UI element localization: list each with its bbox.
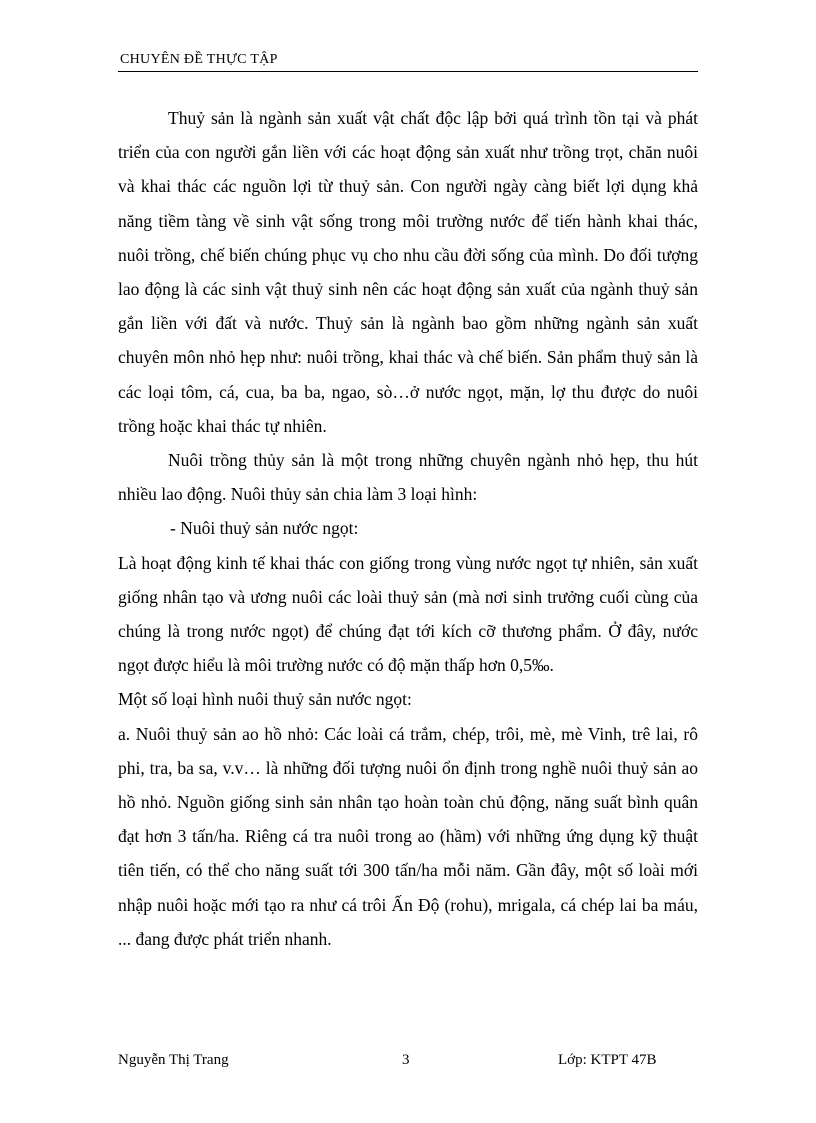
list-heading-freshwater: - Nuôi thuỷ sản nước ngọt: [170,518,359,539]
paragraph-freshwater-types: Một số loại hình nuôi thuỷ sản nước ngọt: [118,689,412,710]
footer-page-number: 3 [402,1052,410,1068]
footer-class: Lớp: KTPT 47B [558,1052,657,1068]
paragraph-freshwater-definition: Là hoạt động kinh tế khai thác con giống trong vùng nước ngọt tự nhiên, sản xuất giống nhân tạo và ương nuôi các loài thuỷ sản (mà nơi sinh trưởng cuối cùng của chúng là trong nước ngọt) để chúng đạt tới kích cỡ thương phẩm. Ở đây, nước ngọt được hiểu là môi trường nước có độ mặn thấp hơn 0,5‰. [118,552,698,676]
paragraph-small-ponds: a. Nuôi thuỷ sản ao hồ nhỏ: Các loài cá trắm, chép, trôi, mè, mè Vinh, trê lai, rô phi, tra, ba sa, v.v… là những đối tượng nuôi ổn định trong nghề nuôi thuỷ sản ao hồ nhỏ. Nguồn giống sinh sản nhân tạo hoàn toàn chủ động, năng suất bình quân đạt hơn 3 tấn/ha. Riêng cá tra nuôi trong ao (hầm) với những ứng dụng kỹ thuật tiên tiến, có thể cho năng suất tới 300 tấn/ha mỗi năm. Gần đây, một số loài mới nhập nuôi hoặc mới tạo ra như cá trôi Ấn Độ (rohu), mrigala, cá chép lai ba máu, ... đang được phát triển nhanh. [118,723,698,949]
header-divider [118,71,698,72]
paragraph-aquaculture: Nuôi trồng thủy sản là một trong những chuyên ngành nhỏ hẹp, thu hút nhiều lao động. Nuôi thủy sản chia làm 3 loại hình: [118,450,698,505]
page-header-title: CHUYÊN ĐỀ THỰC TẬP [120,52,278,67]
paragraph-intro: Thuỷ sản là ngành sản xuất vật chất độc lập bởi quá trình tồn tại và phát triển của con người gắn liền với các hoạt động sản xuất như trồng trọt, chăn nuôi và khai thác các nguồn lợi từ thuỷ sản. Con người ngày càng biết lợi dụng khả năng tiềm tàng về sinh vật sống trong môi trường nước để tiến hành khai thác, nuôi trồng, chế biến chúng phục vụ cho nhu cầu đời sống của mình. Do đối tượng lao động là các sinh vật thuỷ sinh nên các hoạt động sản xuất của ngành thuỷ sản gắn liền với đất và nước. Thuỷ sản là ngành bao gồm những ngành sản xuất chuyên môn nhỏ hẹp như: nuôi trồng, khai thác và chế biến. Sản phẩm thuỷ sản là các loại tôm, cá, cua, ba ba, ngao, sò…ở nước ngọt, mặn, lợ thu được do nuôi trồng hoặc khai thác tự nhiên. [118,108,698,436]
footer-author: Nguyễn Thị Trang [118,1052,229,1068]
document-body [118,101,698,956]
